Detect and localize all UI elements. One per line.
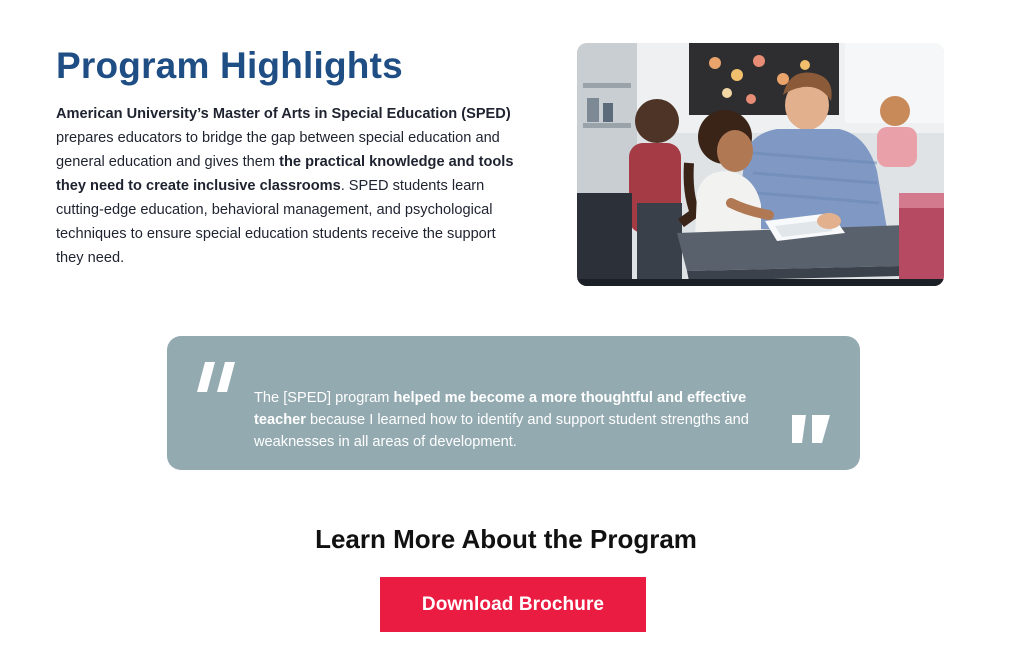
section-title: Program Highlights [56,45,403,86]
description-text-1: prepares educators to bridge the gap between special education and general education and gives them [56,130,500,170]
open-quote-icon [197,362,235,392]
description-bold-middle: the practical knowledge and tools they need to create inclusive classrooms [56,154,514,194]
program-highlights-section [56,42,526,270]
testimonial-text [254,387,784,453]
testimonial-text-1: The [SPED] program [254,389,394,406]
testimonial-text-2: because I learned how to identify and support student strengths and weaknesses in all areas of development. [254,411,749,450]
download-brochure-button[interactable]: Download Brochure [380,577,646,632]
classroom-illustration [577,43,944,286]
description-bold-intro: American University’s Master of Arts in Special Education (SPED) [56,106,511,122]
learn-more-heading: Learn More About the Program [315,524,697,554]
description-text-2: . SPED students learn cutting-edge education, behavioral management, and psychological techniques to ensure special education students receive the support they need. [56,178,496,266]
classroom-photo [577,43,944,286]
program-description [56,102,526,270]
testimonial-quote [167,336,860,470]
testimonial-bold: helped me become a more thoughtful and effective teacher [254,389,747,428]
close-quote-icon [792,415,830,443]
